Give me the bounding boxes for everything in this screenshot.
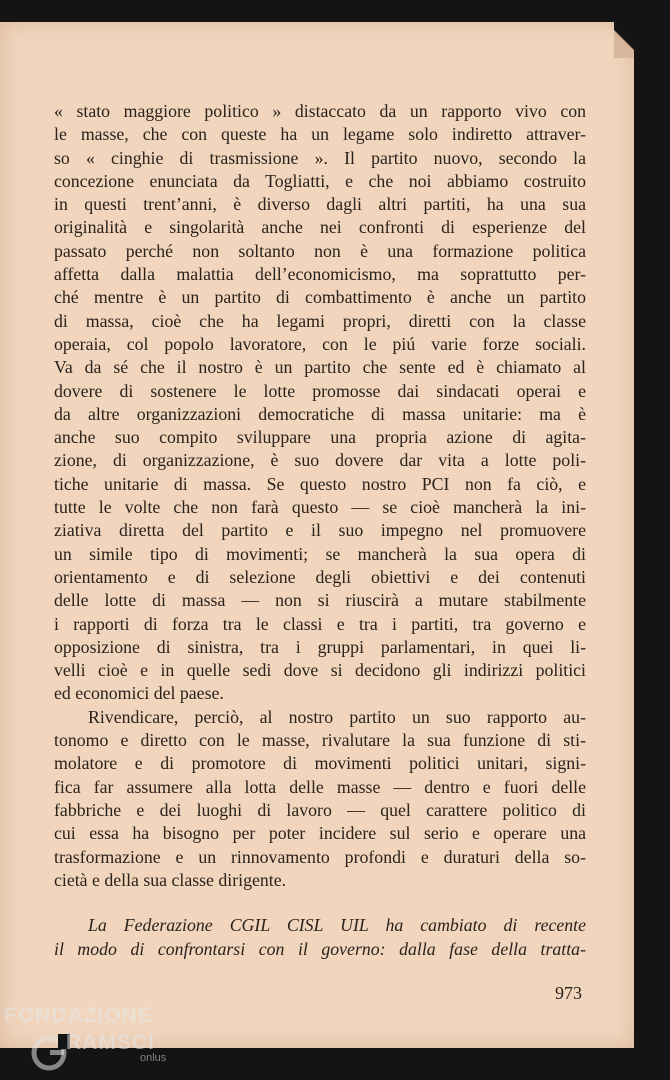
text-line: ed economici del paese. <box>54 683 224 704</box>
text-line: i rapporti di forza tra le classi e tra i partiti, tra governo e <box>54 613 586 634</box>
text-line: tonomo e diretto con le masse, rivalutare la sua funzione di sti- <box>54 730 586 751</box>
text-line: tutte le volte che non farà questo — se cioè mancherà la ini- <box>54 497 586 518</box>
text-line: anche suo compito sviluppare una propria azione di agita- <box>54 427 586 448</box>
text-line: le masse, che con queste ha un legame solo indiretto attraver- <box>54 124 586 145</box>
text-line: di massa, cioè che ha legami propri, diretti con la classe <box>54 310 586 331</box>
text-line: in questi trent’anni, è diverso dagli altri partiti, ha una sua <box>54 194 586 215</box>
text-line: concezione enunciata da Togliatti, e che noi abbiamo costruito <box>54 170 586 191</box>
text-line: cietà e della sua classe dirigente. <box>54 869 287 890</box>
main-text <box>54 100 586 892</box>
page-number: 973 <box>555 983 582 1003</box>
text-line: originalità e singolarità anche nei confronti di esperienze del <box>54 217 586 238</box>
paragraph-2 <box>54 706 586 892</box>
question-line: il modo di confrontarsi con il governo: dalla fase della tratta- <box>54 939 586 959</box>
text-line: trasformazione e un rinnovamento profondi e duraturi della so- <box>54 846 586 867</box>
interview-question <box>54 913 586 961</box>
text-line: so « cinghie di trasmissione ». Il partito nuovo, secondo la <box>54 147 586 168</box>
text-line: velli cioè e in quelle sedi dove si decidono gli indirizzi politici <box>54 660 586 681</box>
text-line: Rivendicare, perciò, al nostro partito un suo rapporto au- <box>88 706 586 727</box>
watermark-line-1: FONDAZIONE <box>4 1004 153 1027</box>
question-line: La Federazione CGIL CISL UIL ha cambiato di recente <box>88 915 586 935</box>
text-line: tiche unitarie di massa. Se questo nostro PCI non fa ciò, e <box>54 473 586 494</box>
paragraph-1 <box>54 100 586 706</box>
text-line: passato perché non soltanto non è una formazione politica <box>54 240 586 261</box>
text-line: operaia, col popolo lavoratore, con le piú varie forze sociali. <box>54 333 586 354</box>
text-line: ché mentre è un partito di combattimento è anche un partito <box>54 287 586 308</box>
text-line: cui essa ha bisogno per poter incidere sul serio e operare una <box>54 823 586 844</box>
gramsci-g-logo-icon <box>28 1032 70 1074</box>
watermark-line-2: RAMSCI <box>66 1031 155 1054</box>
text-line: fabbriche e dei luoghi di lavoro — quel carattere politico di <box>54 799 586 820</box>
text-line: delle lotte di massa — non si riuscirà a mutare stabilmente <box>54 590 586 611</box>
text-line: da altre organizzazioni democratiche di massa unitarie: ma è <box>54 403 586 424</box>
text-line: Va da sé che il nostro è un partito che sente ed è chiamato al <box>54 357 586 378</box>
text-line: zione, di organizzazione, è suo dovere dar vita a lotte poli- <box>54 450 586 471</box>
text-line: molatore e di promotore di movimenti politici unitari, signi- <box>54 753 586 774</box>
text-line: affetta dalla malattia dell’economicismo, ma soprattutto per- <box>54 264 586 285</box>
text-line: un simile tipo di movimenti; se mancherà la sua opera di <box>54 543 586 564</box>
text-line: ziativa diretta del partito e il suo impegno nel promuovere <box>54 520 586 541</box>
text-line: fica far assumere alla lotta delle masse — dentro e fuori delle <box>54 776 586 797</box>
fondazione-gramsci-watermark <box>4 1004 204 1074</box>
page-corner-fold <box>614 22 634 58</box>
text-line: orientamento e di selezione degli obiettivi e dei contenuti <box>54 566 586 587</box>
text-line: opposizione di sinistra, tra i gruppi parlamentari, in quei li- <box>54 636 586 657</box>
text-line: dovere di sostenere le lotte promosse dai sindacati operai e <box>54 380 586 401</box>
watermark-onlus: onlus <box>140 1052 167 1064</box>
text-line: « stato maggiore politico » distaccato da un rapporto vivo con <box>54 101 586 121</box>
